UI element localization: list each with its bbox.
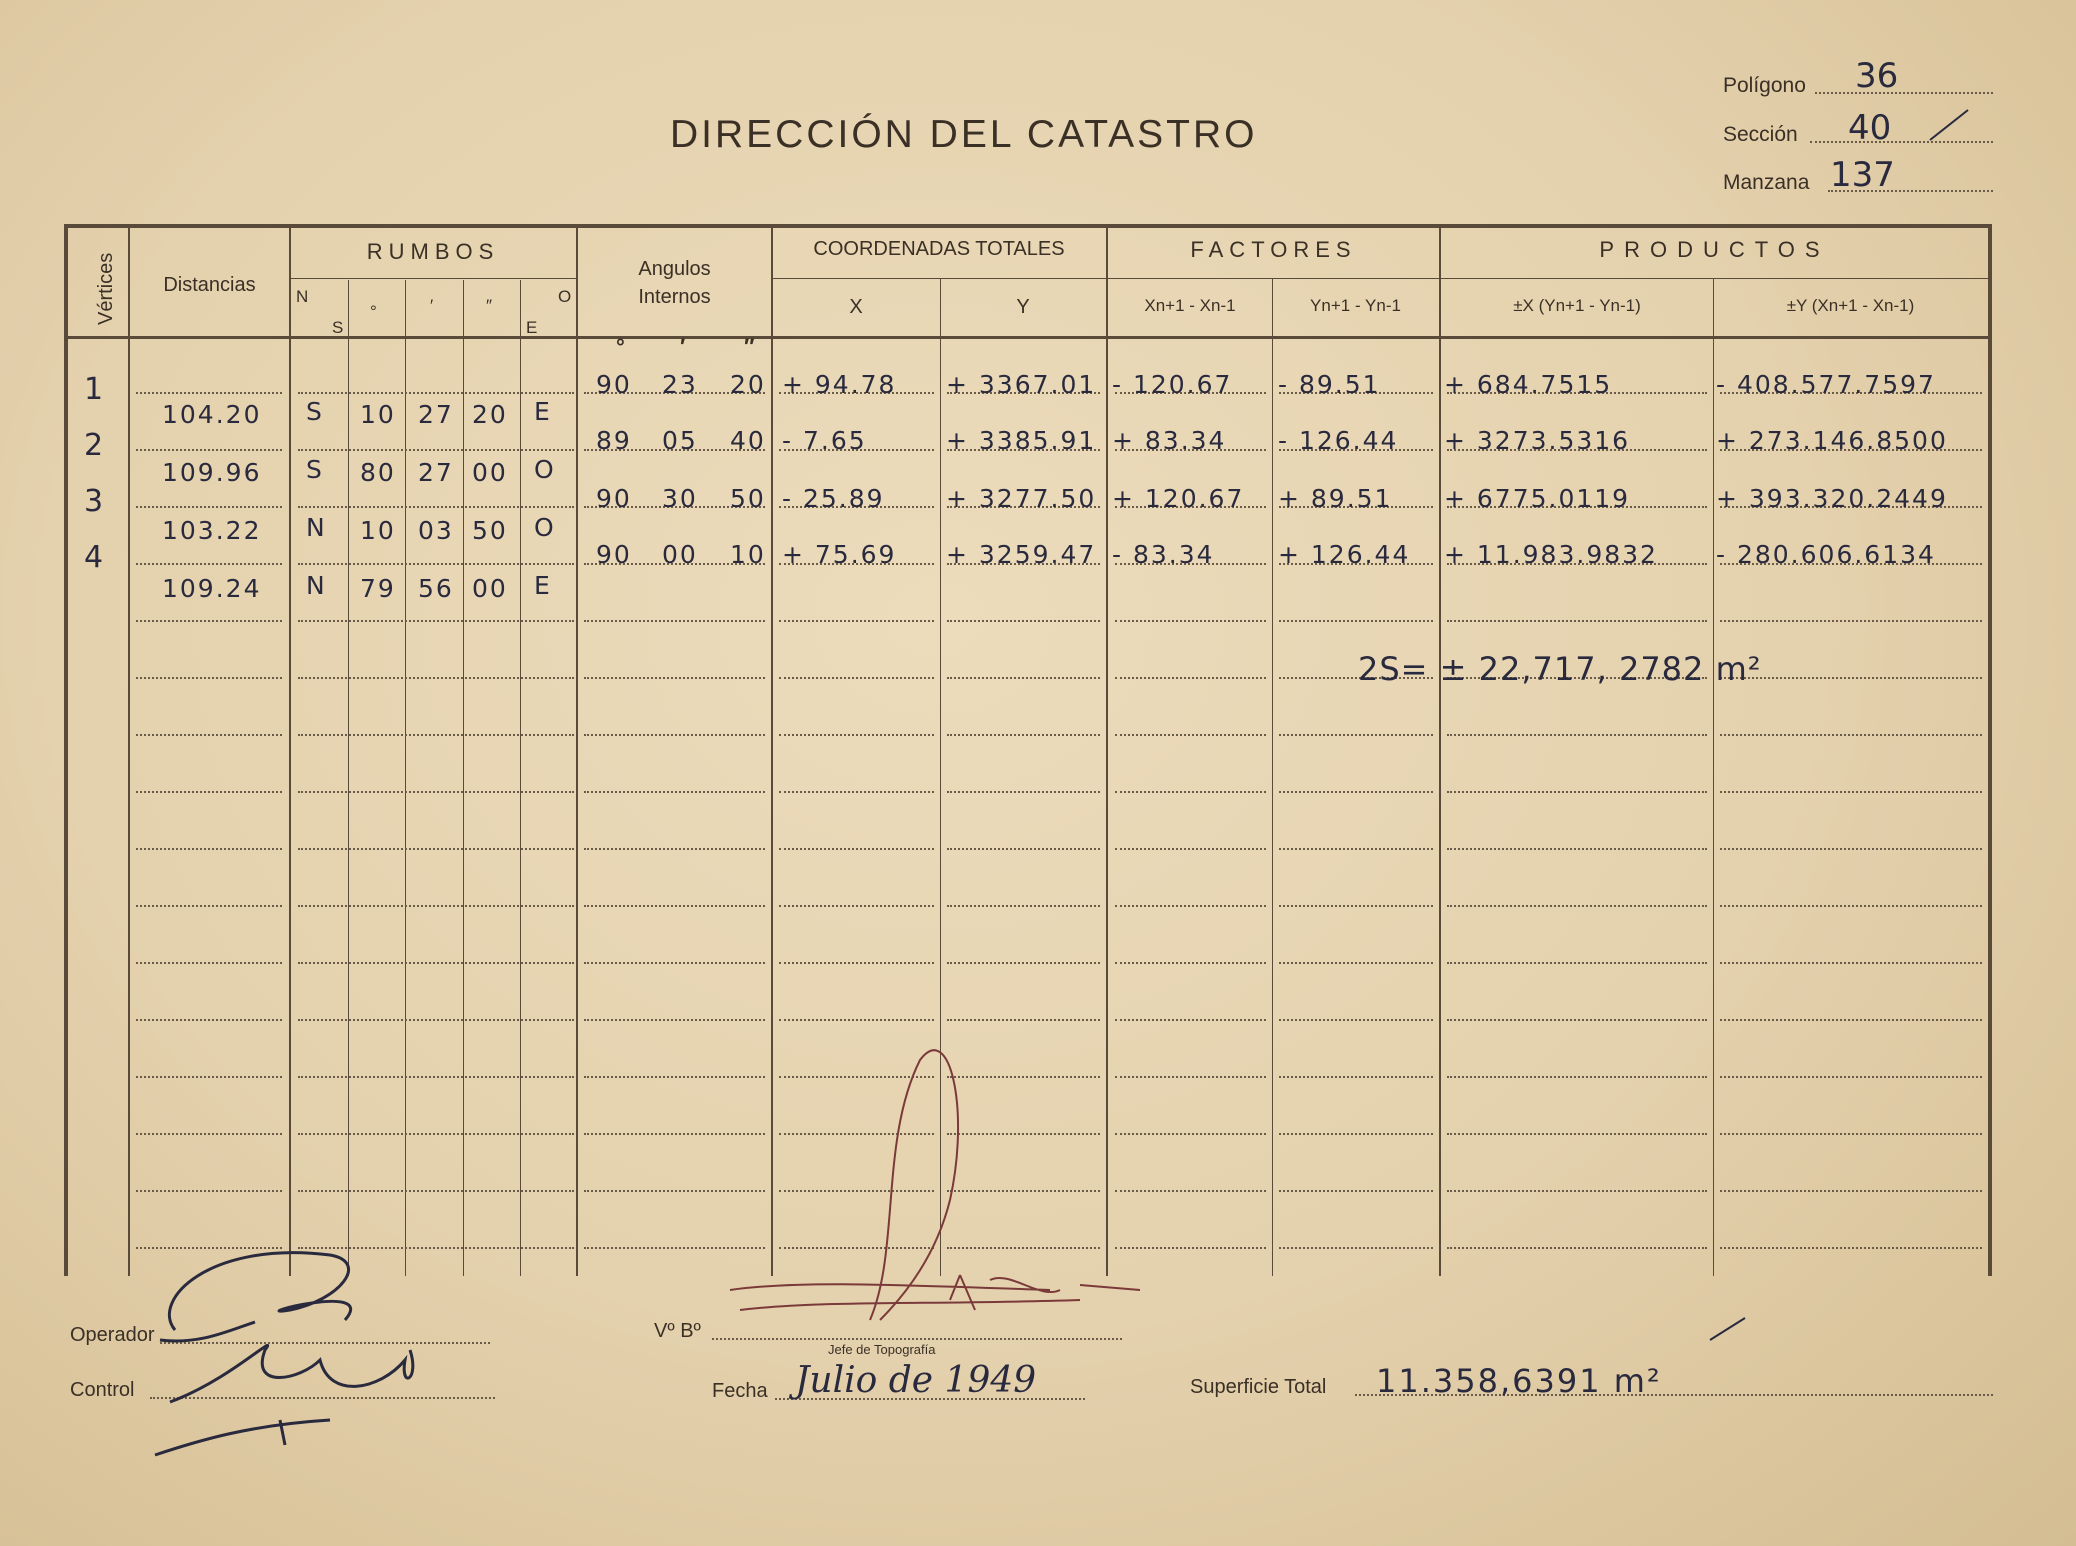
superficie-label: Superficie Total bbox=[1190, 1376, 1327, 1398]
bearing-min: 27 bbox=[418, 458, 454, 487]
factor-x-value: - 83.34 bbox=[1112, 540, 1215, 569]
angle-degrees: 90 bbox=[596, 540, 632, 569]
coord-x-value: - 25.89 bbox=[782, 484, 885, 513]
bearing-ns: S bbox=[306, 397, 324, 426]
angle-seconds: 40 bbox=[730, 426, 766, 455]
bearing-eo: O bbox=[534, 513, 556, 542]
col-header-angulos: Angulos bbox=[638, 258, 711, 280]
double-area-sum: 2S= ± 22,717, 2782 m² bbox=[1358, 650, 1762, 688]
product-y-value: - 408.577.7597 bbox=[1716, 370, 1936, 399]
bearing-ns: S bbox=[306, 455, 324, 484]
poligono-value: 36 bbox=[1855, 56, 1899, 96]
poligono-label: Polígono bbox=[1723, 74, 1806, 97]
factor-x-value: + 120.67 bbox=[1112, 484, 1245, 513]
vobo-label: Vº Bº bbox=[654, 1320, 701, 1342]
product-y-value: + 393.320.2449 bbox=[1716, 484, 1948, 513]
angle-minutes: 30 bbox=[662, 484, 698, 513]
angle-degrees: 89 bbox=[596, 426, 632, 455]
coord-y-value: + 3277.50 bbox=[946, 484, 1097, 513]
jefe-topografia-label: Jefe de Topografía bbox=[828, 1342, 936, 1357]
angle-seconds: 50 bbox=[730, 484, 766, 513]
bearing-sec: 00 bbox=[472, 574, 508, 603]
vertex-label: 2 bbox=[84, 428, 104, 463]
coord-y-value: + 3385.91 bbox=[946, 426, 1097, 455]
col-header-internos: Internos bbox=[638, 286, 711, 308]
col-header-factor-y: Yn+1 - Yn-1 bbox=[1310, 296, 1401, 315]
factor-y-value: + 89.51 bbox=[1278, 484, 1393, 513]
fecha-value: Julio de 1949 bbox=[795, 1360, 1037, 1401]
rumbos-e-label: E bbox=[526, 318, 538, 337]
bearing-sec: 50 bbox=[472, 516, 508, 545]
col-header-vertices: Vértices bbox=[95, 252, 117, 325]
bearing-ns: N bbox=[306, 571, 327, 600]
coord-x-value: - 7.65 bbox=[782, 426, 867, 455]
product-x-value: + 11.983.9832 bbox=[1444, 540, 1658, 569]
angulos-min-label: ′ bbox=[680, 334, 686, 359]
vertex-label: 1 bbox=[84, 372, 104, 407]
bearing-deg: 10 bbox=[360, 516, 396, 545]
angle-minutes: 05 bbox=[662, 426, 698, 455]
col-header-factores: FACTORES bbox=[1190, 237, 1357, 262]
product-x-value: + 6775.0119 bbox=[1444, 484, 1631, 513]
bearing-deg: 10 bbox=[360, 400, 396, 429]
angle-seconds: 20 bbox=[730, 370, 766, 399]
bearing-min: 56 bbox=[418, 574, 454, 603]
coord-x-value: + 94.78 bbox=[782, 370, 897, 399]
col-header-prod-x: ±X (Yn+1 - Yn-1) bbox=[1513, 296, 1641, 315]
rumbos-min-label: ′ bbox=[430, 296, 434, 315]
manzana-label: Manzana bbox=[1723, 171, 1810, 194]
rumbos-o-label: O bbox=[558, 287, 572, 306]
angle-minutes: 23 bbox=[662, 370, 698, 399]
bearing-eo: E bbox=[534, 571, 552, 600]
seccion-value: 40 bbox=[1848, 108, 1892, 148]
factor-x-value: + 83.34 bbox=[1112, 426, 1227, 455]
rumbos-s-label: S bbox=[332, 318, 344, 337]
coord-y-value: + 3259.47 bbox=[946, 540, 1097, 569]
bearing-eo: E bbox=[534, 397, 552, 426]
bearing-sec: 00 bbox=[472, 458, 508, 487]
angle-degrees: 90 bbox=[596, 370, 632, 399]
superficie-value: 11.358,6391 m² bbox=[1376, 1362, 1662, 1400]
control-label: Control bbox=[70, 1379, 135, 1401]
bearing-sec: 20 bbox=[472, 400, 508, 429]
bearing-ns: N bbox=[306, 513, 327, 542]
distance-value: 103.22 bbox=[162, 516, 262, 545]
bearing-deg: 79 bbox=[360, 574, 396, 603]
angle-seconds: 10 bbox=[730, 540, 766, 569]
rumbos-deg-label: ° bbox=[370, 302, 377, 321]
product-y-value: - 280.606.6134 bbox=[1716, 540, 1936, 569]
col-header-prod-y: ±Y (Xn+1 - Xn-1) bbox=[1786, 296, 1915, 315]
rumbos-n-label: N bbox=[296, 287, 309, 306]
document-title: DIRECCIÓN DEL CATASTRO bbox=[670, 113, 1258, 156]
coord-y-value: + 3367.01 bbox=[946, 370, 1097, 399]
col-header-x: X bbox=[849, 296, 863, 318]
angle-minutes: 00 bbox=[662, 540, 698, 569]
angle-degrees: 90 bbox=[596, 484, 632, 513]
factor-y-value: + 126.44 bbox=[1278, 540, 1411, 569]
distance-value: 104.20 bbox=[162, 400, 262, 429]
fecha-label: Fecha bbox=[712, 1380, 768, 1402]
angulos-sec-label: ″ bbox=[744, 334, 755, 359]
angulos-deg-label: ° bbox=[616, 334, 625, 359]
product-x-value: + 684.7515 bbox=[1444, 370, 1613, 399]
operador-label: Operador bbox=[70, 1324, 155, 1346]
manzana-value: 137 bbox=[1830, 155, 1895, 195]
seccion-label: Sección bbox=[1723, 123, 1798, 146]
bearing-deg: 80 bbox=[360, 458, 396, 487]
bearing-eo: O bbox=[534, 455, 556, 484]
col-header-rumbos: RUMBOS bbox=[366, 239, 500, 264]
product-y-value: + 273.146.8500 bbox=[1716, 426, 1948, 455]
factor-x-value: - 120.67 bbox=[1112, 370, 1233, 399]
bearing-min: 03 bbox=[418, 516, 454, 545]
distance-value: 109.24 bbox=[162, 574, 262, 603]
vertex-label: 4 bbox=[84, 540, 104, 575]
col-header-coordenadas: COORDENADAS TOTALES bbox=[813, 238, 1065, 260]
vertex-label: 3 bbox=[84, 484, 104, 519]
col-header-y: Y bbox=[1016, 296, 1030, 318]
factor-y-value: - 126.44 bbox=[1278, 426, 1399, 455]
distance-value: 109.96 bbox=[162, 458, 262, 487]
col-header-distancias: Distancias bbox=[163, 274, 256, 296]
factor-y-value: - 89.51 bbox=[1278, 370, 1381, 399]
bearing-min: 27 bbox=[418, 400, 454, 429]
col-header-factor-x: Xn+1 - Xn-1 bbox=[1144, 296, 1236, 315]
product-x-value: + 3273.5316 bbox=[1444, 426, 1631, 455]
coord-x-value: + 75.69 bbox=[782, 540, 897, 569]
col-header-productos: PRODUCTOS bbox=[1599, 237, 1830, 262]
rumbos-sec-label: ″ bbox=[486, 296, 493, 315]
